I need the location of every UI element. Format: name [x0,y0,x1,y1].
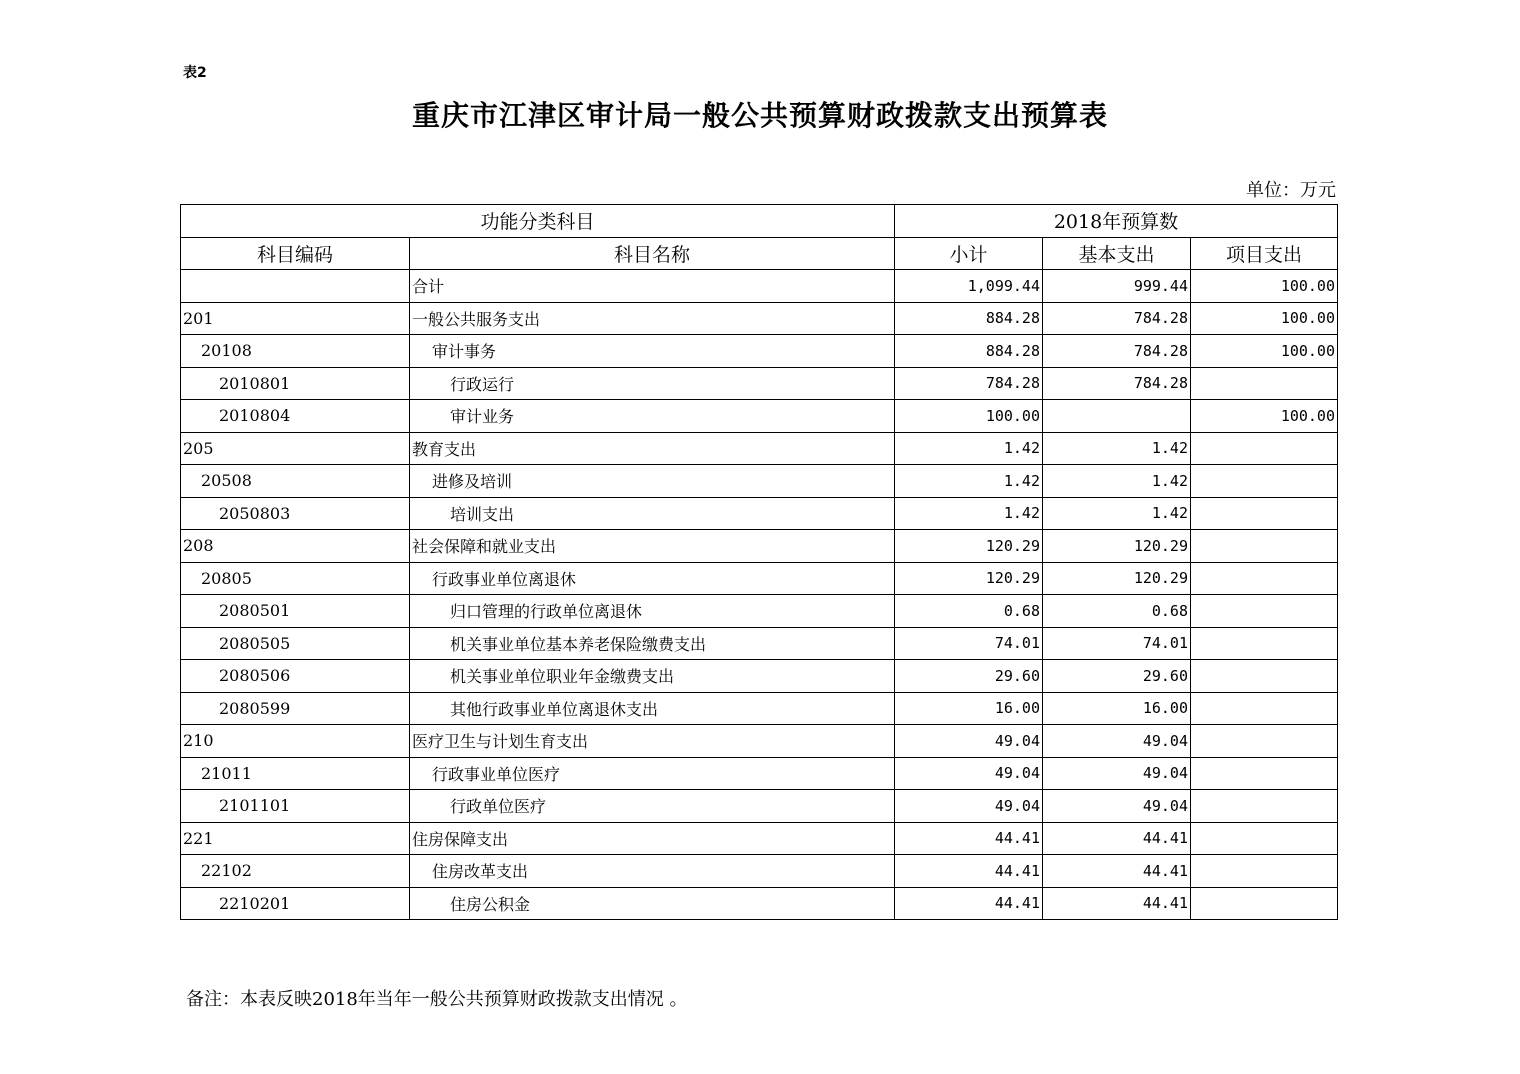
cell-project [1191,692,1338,725]
header-project: 项目支出 [1191,237,1338,270]
table-row [181,465,1338,498]
budget-table [180,204,1338,920]
table-row [181,497,1338,530]
cell-subtotal: 100.00 [895,400,1043,433]
table-row [181,595,1338,628]
header-column-row [181,237,1338,270]
cell-code: 2080599 [181,692,410,725]
cell-name: 行政事业单位医疗 [410,757,895,790]
header-subtotal: 小计 [895,237,1043,270]
cell-name: 进修及培训 [410,465,895,498]
page-title: 重庆市江津区审计局一般公共预算财政拨款支出预算表 [411,99,1108,132]
table-row [181,432,1338,465]
cell-code: 2080505 [181,627,410,660]
cell-name: 行政运行 [410,367,895,400]
cell-code: 2080501 [181,595,410,628]
cell-basic: 120.29 [1043,530,1191,563]
cell-basic: 120.29 [1043,562,1191,595]
cell-name: 合计 [410,270,895,303]
cell-project [1191,562,1338,595]
cell-name: 其他行政事业单位离退休支出 [410,692,895,725]
cell-code: 20108 [181,335,410,368]
cell-subtotal: 44.41 [895,855,1043,888]
cell-code: 210 [181,725,410,758]
cell-project [1191,757,1338,790]
cell-name: 培训支出 [410,497,895,530]
cell-project [1191,790,1338,823]
table-row [181,725,1338,758]
table-row [181,530,1338,563]
cell-project: 100.00 [1191,270,1338,303]
cell-code: 21011 [181,757,410,790]
cell-name: 行政事业单位离退休 [410,562,895,595]
cell-project: 100.00 [1191,302,1338,335]
cell-project [1191,627,1338,660]
cell-project [1191,855,1338,888]
cell-name: 住房保障支出 [410,822,895,855]
cell-project [1191,595,1338,628]
table-row [181,562,1338,595]
cell-project [1191,367,1338,400]
header-name: 科目名称 [410,237,895,270]
cell-basic: 29.60 [1043,660,1191,693]
cell-code [181,270,410,303]
cell-basic: 74.01 [1043,627,1191,660]
cell-code: 205 [181,432,410,465]
cell-subtotal: 120.29 [895,530,1043,563]
cell-basic: 999.44 [1043,270,1191,303]
cell-project [1191,497,1338,530]
cell-subtotal: 0.68 [895,595,1043,628]
table-row [181,400,1338,433]
cell-code: 20805 [181,562,410,595]
cell-basic: 44.41 [1043,822,1191,855]
cell-project [1191,660,1338,693]
table-row [181,270,1338,303]
header-group-row [181,205,1338,238]
header-code: 科目编码 [181,237,410,270]
cell-subtotal: 44.41 [895,822,1043,855]
cell-subtotal: 1.42 [895,432,1043,465]
cell-code: 20508 [181,465,410,498]
table-row [181,887,1338,920]
table-row [181,627,1338,660]
cell-project [1191,725,1338,758]
cell-project [1191,887,1338,920]
cell-name: 教育支出 [410,432,895,465]
cell-basic: 784.28 [1043,335,1191,368]
cell-code: 2010804 [181,400,410,433]
cell-project: 100.00 [1191,400,1338,433]
cell-code: 208 [181,530,410,563]
footnote: 备注：本表反映2018年当年一般公共预算财政拨款支出情况 。 [186,989,688,1010]
cell-basic: 49.04 [1043,757,1191,790]
cell-name: 归口管理的行政单位离退休 [410,595,895,628]
cell-basic: 16.00 [1043,692,1191,725]
cell-basic: 1.42 [1043,432,1191,465]
cell-subtotal: 884.28 [895,335,1043,368]
cell-basic: 1.42 [1043,497,1191,530]
table-row [181,822,1338,855]
table-row [181,692,1338,725]
cell-name: 住房改革支出 [410,855,895,888]
cell-name: 机关事业单位基本养老保险缴费支出 [410,627,895,660]
cell-project [1191,530,1338,563]
cell-name: 社会保障和就业支出 [410,530,895,563]
cell-basic: 49.04 [1043,725,1191,758]
table-label: 表2 [183,65,207,81]
cell-subtotal: 784.28 [895,367,1043,400]
cell-code: 2210201 [181,887,410,920]
cell-basic: 784.28 [1043,367,1191,400]
cell-subtotal: 120.29 [895,562,1043,595]
cell-basic: 1.42 [1043,465,1191,498]
cell-basic [1043,400,1191,433]
cell-name: 机关事业单位职业年金缴费支出 [410,660,895,693]
cell-subtotal: 49.04 [895,725,1043,758]
header-budget-2018: 2018年预算数 [895,205,1338,238]
table-row [181,367,1338,400]
cell-subtotal: 1,099.44 [895,270,1043,303]
cell-project [1191,432,1338,465]
cell-name: 审计事务 [410,335,895,368]
table-row [181,855,1338,888]
table-row [181,790,1338,823]
cell-name: 医疗卫生与计划生育支出 [410,725,895,758]
cell-subtotal: 1.42 [895,497,1043,530]
cell-name: 审计业务 [410,400,895,433]
cell-subtotal: 44.41 [895,887,1043,920]
cell-subtotal: 1.42 [895,465,1043,498]
cell-code: 2050803 [181,497,410,530]
cell-name: 住房公积金 [410,887,895,920]
cell-subtotal: 16.00 [895,692,1043,725]
cell-code: 2010801 [181,367,410,400]
cell-basic: 44.41 [1043,887,1191,920]
cell-code: 221 [181,822,410,855]
cell-code: 201 [181,302,410,335]
cell-code: 2101101 [181,790,410,823]
table-body [181,270,1338,920]
table-row [181,335,1338,368]
cell-basic: 784.28 [1043,302,1191,335]
header-functional-classification: 功能分类科目 [181,205,895,238]
cell-project [1191,465,1338,498]
cell-code: 22102 [181,855,410,888]
cell-name: 一般公共服务支出 [410,302,895,335]
cell-subtotal: 49.04 [895,790,1043,823]
cell-subtotal: 74.01 [895,627,1043,660]
cell-subtotal: 884.28 [895,302,1043,335]
cell-subtotal: 29.60 [895,660,1043,693]
table-row [181,660,1338,693]
cell-project: 100.00 [1191,335,1338,368]
header-basic: 基本支出 [1043,237,1191,270]
cell-name: 行政单位医疗 [410,790,895,823]
cell-basic: 0.68 [1043,595,1191,628]
table-row [181,757,1338,790]
table-row [181,302,1338,335]
cell-basic: 44.41 [1043,855,1191,888]
cell-subtotal: 49.04 [895,757,1043,790]
cell-basic: 49.04 [1043,790,1191,823]
unit-label: 单位：万元 [1246,180,1336,201]
cell-code: 2080506 [181,660,410,693]
cell-project [1191,822,1338,855]
